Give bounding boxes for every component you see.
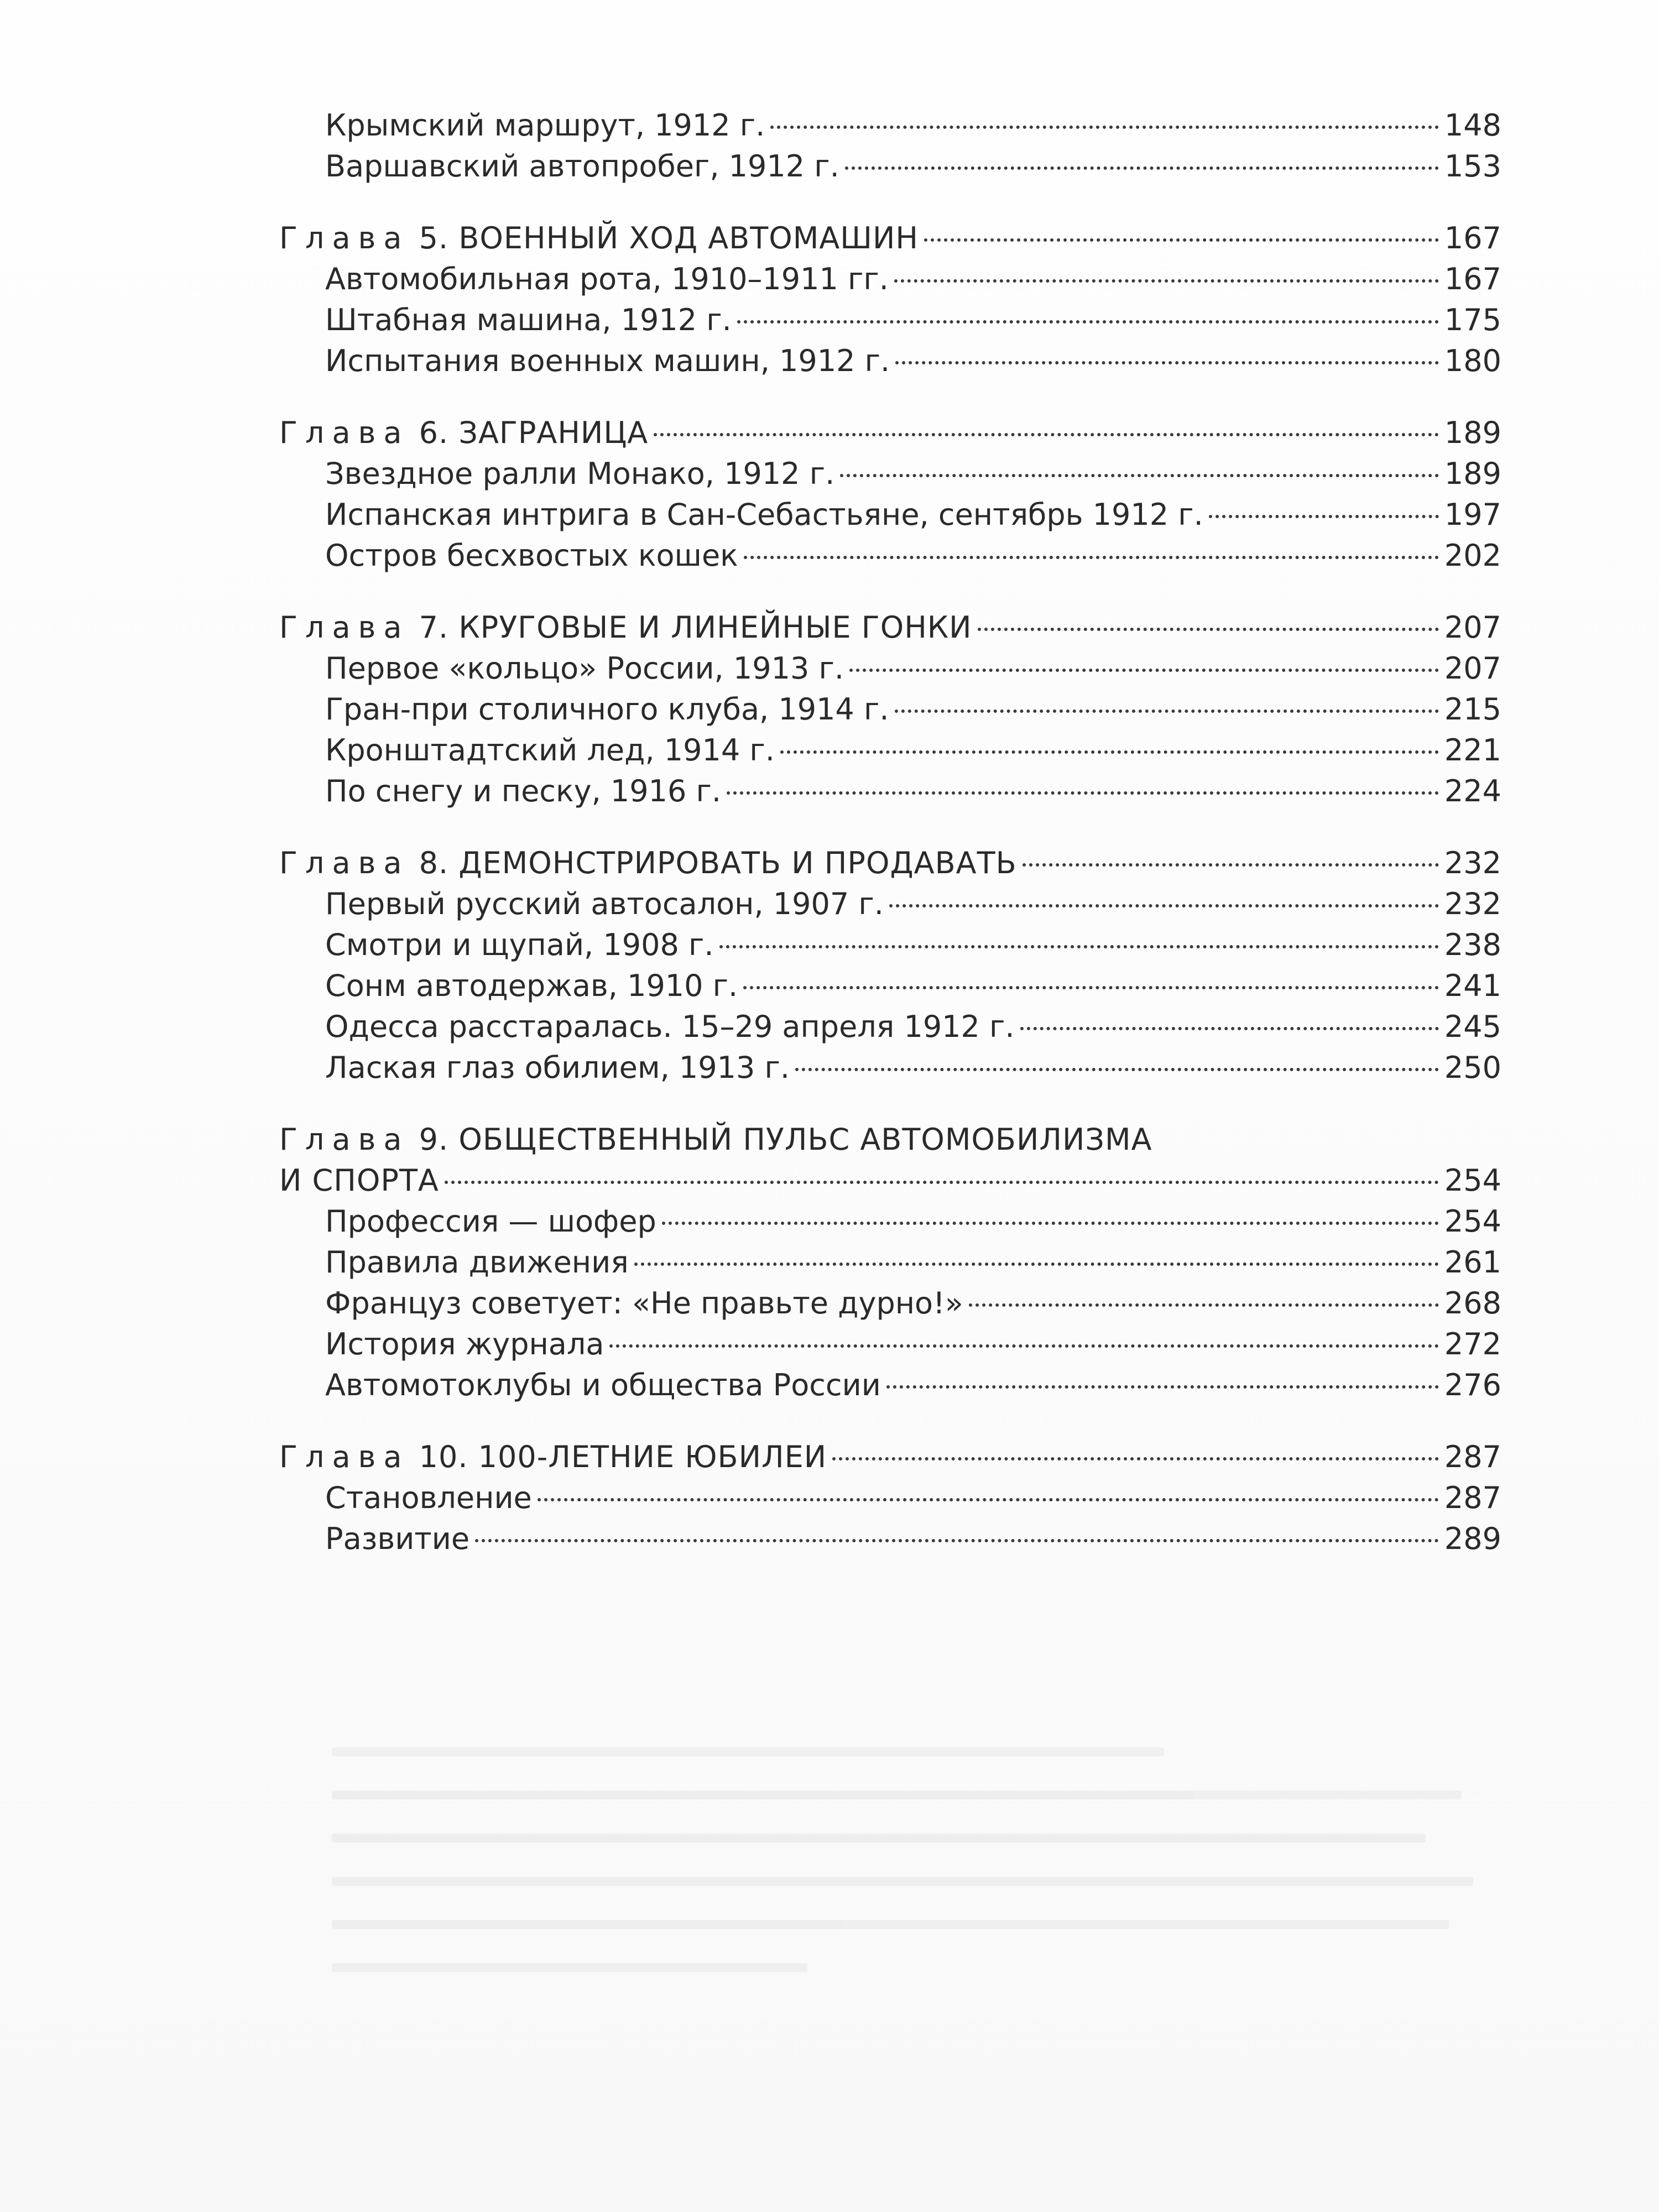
toc-entry-page: 254 — [1444, 1204, 1501, 1239]
toc-entry-title: Первое «кольцо» России, 1913 г. — [325, 651, 844, 686]
toc-entry-page: 287 — [1444, 1480, 1501, 1515]
toc-entry-title: Автомотоклубы и общества России — [325, 1368, 881, 1402]
toc-entry-page: 148 — [1444, 108, 1501, 143]
chapter-title: 6. ЗАГРАНИЦА — [419, 415, 649, 450]
toc-entry-page: 167 — [1444, 262, 1501, 296]
toc-entry-page: 207 — [1444, 651, 1501, 686]
toc-entry[interactable] — [271, 884, 1501, 925]
chapter-title: 10. 100-ЛЕТНИЕ ЮБИЛЕИ — [419, 1439, 827, 1474]
toc-entry[interactable] — [271, 1324, 1501, 1365]
chapter-page: 254 — [1444, 1163, 1501, 1198]
toc-entry[interactable] — [271, 1006, 1501, 1047]
toc-entry-title: Развитие — [325, 1521, 470, 1556]
toc-entry[interactable] — [271, 259, 1501, 300]
chapter-label: Глава — [279, 1439, 410, 1474]
toc-entry[interactable] — [271, 535, 1501, 576]
toc-entry-page: 276 — [1444, 1368, 1501, 1402]
toc-entry-title: Штабная машина, 1912 г. — [325, 302, 732, 337]
dot-leader — [889, 904, 1439, 907]
toc-entry[interactable] — [271, 146, 1501, 187]
toc-entry-title: Одесса расстаралась. 15–29 апреля 1912 г. — [325, 1009, 1015, 1044]
toc-entry[interactable] — [271, 1519, 1501, 1559]
toc-entry-page: 250 — [1444, 1050, 1501, 1085]
chapter-heading-5[interactable] — [271, 218, 1501, 259]
toc-entry[interactable] — [271, 771, 1501, 812]
dot-leader — [1020, 1027, 1439, 1030]
toc-entry[interactable] — [271, 966, 1501, 1006]
dot-leader — [634, 1262, 1439, 1266]
dot-leader — [969, 1303, 1439, 1307]
toc-entry-page: 268 — [1444, 1286, 1501, 1321]
dot-leader — [770, 126, 1439, 129]
dot-leader — [978, 628, 1439, 631]
dot-leader — [475, 1539, 1439, 1542]
toc-entry[interactable] — [271, 689, 1501, 730]
toc-entry-title: Становление — [325, 1480, 532, 1515]
chapter-label: Глава — [279, 846, 410, 880]
table-of-contents — [271, 105, 1501, 1559]
toc-entry[interactable] — [271, 105, 1501, 146]
chapter-title: 8. ДЕМОНСТРИРОВАТЬ И ПРОДАВАТЬ — [419, 846, 1017, 880]
toc-entry-title: Гран-при столичного клуба, 1914 г. — [325, 692, 889, 727]
toc-entry-title: Смотри и щупай, 1908 г. — [325, 927, 714, 962]
dot-leader — [662, 1222, 1439, 1225]
dot-leader — [1022, 863, 1439, 867]
chapter-title: 5. ВОЕННЫЙ ХОД АВТОМАШИН — [419, 221, 919, 255]
chapter-heading-6[interactable] — [271, 413, 1501, 453]
bleed-through-text — [332, 1747, 1521, 2024]
toc-entry-page: 261 — [1444, 1245, 1501, 1280]
toc-entry-title: Крымский маршрут, 1912 г. — [325, 108, 765, 143]
dot-leader — [538, 1498, 1439, 1501]
toc-entry[interactable] — [271, 648, 1501, 689]
dot-leader — [894, 279, 1439, 283]
chapter-heading-8[interactable] — [271, 843, 1501, 884]
chapter-title-continued: И СПОРТА — [279, 1163, 439, 1198]
toc-entry-page: 197 — [1444, 497, 1501, 532]
toc-entry-title: Кронштадтский лед, 1914 г. — [325, 733, 775, 768]
toc-entry-title: Первый русский автосалон, 1907 г. — [325, 886, 884, 921]
toc-entry[interactable] — [271, 1478, 1501, 1519]
chapter-title: 7. КРУГОВЫЕ И ЛИНЕЙНЫЕ ГОНКИ — [419, 610, 972, 645]
toc-entry[interactable] — [271, 1365, 1501, 1406]
chapter-page: 207 — [1444, 610, 1501, 645]
toc-entry[interactable] — [271, 494, 1501, 535]
toc-entry-page: 221 — [1444, 733, 1501, 768]
dot-leader — [1209, 515, 1439, 518]
toc-entry[interactable] — [271, 1201, 1501, 1242]
toc-entry-title: Сонм автодержав, 1910 г. — [325, 968, 738, 1003]
chapter-label: Глава — [279, 415, 410, 450]
dot-leader — [886, 1385, 1439, 1389]
toc-entry-title: Испанская интрига в Сан-Себастьяне, сентябрь 1912 г. — [325, 497, 1203, 532]
toc-entry-page: 202 — [1444, 538, 1501, 573]
toc-entry-page: 180 — [1444, 343, 1501, 378]
dot-leader — [445, 1181, 1439, 1184]
dot-leader — [795, 1068, 1439, 1071]
dot-leader — [845, 166, 1439, 170]
dot-leader — [780, 750, 1439, 754]
toc-entry[interactable] — [271, 453, 1501, 494]
toc-entry[interactable] — [271, 300, 1501, 341]
dot-leader — [727, 791, 1439, 795]
dot-leader — [737, 320, 1439, 324]
chapter-label: Глава — [279, 1122, 410, 1157]
toc-entry-title: Профессия — шофер — [325, 1204, 656, 1239]
chapter-label: Глава — [279, 221, 410, 255]
toc-entry-title: Испытания военных машин, 1912 г. — [325, 343, 890, 378]
chapter-heading-9-continued[interactable] — [271, 1160, 1501, 1201]
toc-entry-title: Автомобильная рота, 1910–1911 гг. — [325, 262, 889, 296]
dot-leader — [744, 556, 1439, 559]
toc-entry[interactable] — [271, 925, 1501, 966]
toc-entry-title: История журнала — [325, 1327, 604, 1361]
toc-entry[interactable] — [271, 1283, 1501, 1324]
toc-entry[interactable] — [271, 730, 1501, 771]
dot-leader — [609, 1344, 1438, 1348]
dot-leader — [895, 709, 1439, 713]
toc-entry-page: 272 — [1444, 1327, 1501, 1361]
toc-entry-page: 189 — [1444, 456, 1501, 491]
chapter-page: 287 — [1444, 1439, 1501, 1474]
dot-leader — [743, 986, 1439, 989]
toc-entry[interactable] — [271, 1047, 1501, 1088]
toc-entry-page: 224 — [1444, 774, 1501, 808]
chapter-title: 9. ОБЩЕСТВЕННЫЙ ПУЛЬС АВТОМОБИЛИЗМА — [419, 1122, 1152, 1157]
toc-entry-page: 241 — [1444, 968, 1501, 1003]
dot-leader — [832, 1457, 1439, 1460]
toc-entry-page: 289 — [1444, 1521, 1501, 1556]
toc-entry-title: Варшавский автопробег, 1912 г. — [325, 149, 839, 184]
chapter-page: 232 — [1444, 846, 1501, 880]
dot-leader — [654, 433, 1439, 436]
toc-entry-page: 215 — [1444, 692, 1501, 727]
dot-leader — [849, 669, 1439, 672]
toc-entry-page: 175 — [1444, 302, 1501, 337]
dot-leader — [719, 945, 1439, 948]
chapter-heading-7[interactable] — [271, 607, 1501, 648]
toc-entry-title: Остров бесхвостых кошек — [325, 538, 738, 573]
dot-leader — [895, 361, 1439, 364]
toc-entry-title: Француз советует: «Не правьте дурно!» — [325, 1286, 963, 1321]
toc-entry-title: Лаская глаз обилием, 1913 г. — [325, 1050, 790, 1085]
toc-entry[interactable] — [271, 1242, 1501, 1283]
toc-entry-title: Звездное ралли Монако, 1912 г. — [325, 456, 835, 491]
toc-entry-page: 232 — [1444, 886, 1501, 921]
chapter-heading-10[interactable] — [271, 1437, 1501, 1478]
dot-leader — [840, 474, 1439, 477]
chapter-page: 167 — [1444, 221, 1501, 255]
toc-entry-title: По снегу и песку, 1916 г. — [325, 774, 722, 808]
chapter-label: Глава — [279, 610, 410, 645]
dot-leader — [924, 238, 1439, 242]
toc-entry-title: Правила движения — [325, 1245, 629, 1280]
toc-entry[interactable] — [271, 341, 1501, 382]
toc-entry-page: 153 — [1444, 149, 1501, 184]
toc-entry-page: 245 — [1444, 1009, 1501, 1044]
toc-entry-page: 238 — [1444, 927, 1501, 962]
chapter-page: 189 — [1444, 415, 1501, 450]
chapter-heading-9[interactable] — [271, 1119, 1501, 1160]
